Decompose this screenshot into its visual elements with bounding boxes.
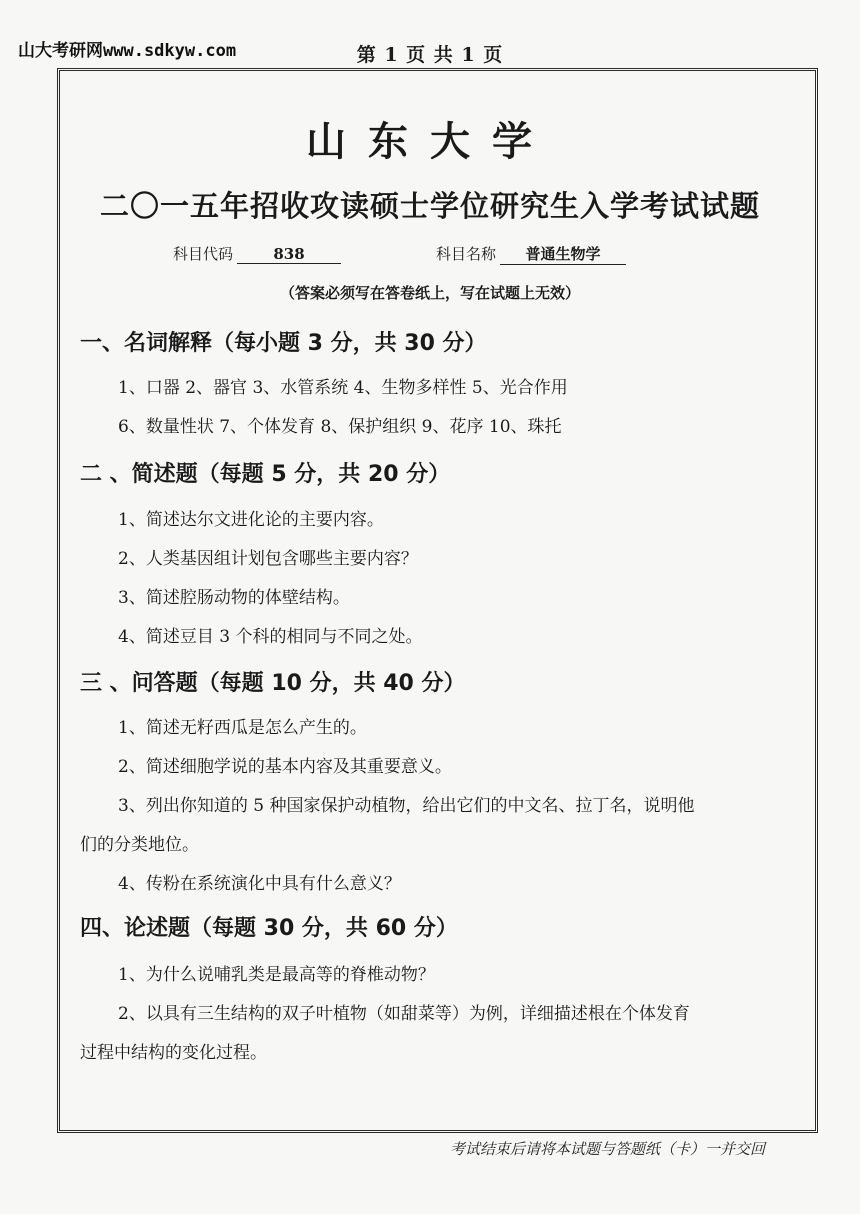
exam-title: 二〇一五年招收攻读硕士学位研究生入学考试试题 (99, 189, 760, 223)
university-name: 山东大学 (306, 119, 554, 165)
question-line: 2、人类基因组计划包含哪些主要内容？ (118, 549, 418, 569)
page-number: 第 1 页 共 1 页 (356, 44, 504, 66)
answer-note: （答案必须写在答卷纸上，写在试题上无效） (279, 284, 580, 302)
question-line: 6、数量性状 7、个体发育 8、保护组织 9、花序 10、珠托 (118, 417, 562, 437)
subject-code-value: 838 (237, 245, 341, 264)
subject-name-value: 普通生物学 (500, 243, 626, 265)
footer-note: 考试结束后请将本试题与答题纸（卡）一并交回 (450, 1140, 766, 1158)
section-heading-4: 四、论述题（每题 30 分，共 60 分） (80, 916, 458, 941)
question-line: 们的分类地位。 (80, 835, 199, 855)
question-line: 2、以具有三生结构的双子叶植物（如甜菜等）为例，详细描述根在个体发育 (118, 1004, 690, 1024)
question-line: 4、简述豆目 3 个科的相同与不同之处。 (118, 627, 423, 647)
subject-code-label: 科目代码 (173, 245, 234, 263)
question-line: 4、传粉在系统演化中具有什么意义？ (118, 874, 401, 894)
question-line: 3、列出你知道的 5 种国家保护动植物，给出它们的中文名、拉丁名，说明他 (118, 796, 695, 816)
subject-code-field (173, 243, 341, 264)
subject-name-field (436, 243, 626, 265)
question-line: 1、为什么说哺乳类是最高等的脊椎动物？ (118, 965, 435, 985)
subject-name-label: 科目名称 (436, 245, 497, 263)
section-heading-2: 二 、简述题（每题 5 分，共 20 分） (80, 462, 451, 487)
watermark-text: 山大考研网www.sdkyw.com (18, 41, 237, 61)
question-line: 1、简述无籽西瓜是怎么产生的。 (118, 718, 367, 738)
question-line: 过程中结构的变化过程。 (80, 1043, 267, 1063)
question-line: 1、简述达尔文进化论的主要内容。 (118, 510, 384, 530)
question-line: 3、简述腔肠动物的体壁结构。 (118, 588, 350, 608)
question-line: 1、口器 2、器官 3、水管系统 4、生物多样性 5、光合作用 (118, 378, 568, 398)
section-heading-1: 一、名词解释（每小题 3 分，共 30 分） (80, 331, 487, 356)
question-line: 2、简述细胞学说的基本内容及其重要意义。 (118, 757, 452, 777)
section-heading-3: 三 、问答题（每题 10 分，共 40 分） (80, 671, 466, 696)
